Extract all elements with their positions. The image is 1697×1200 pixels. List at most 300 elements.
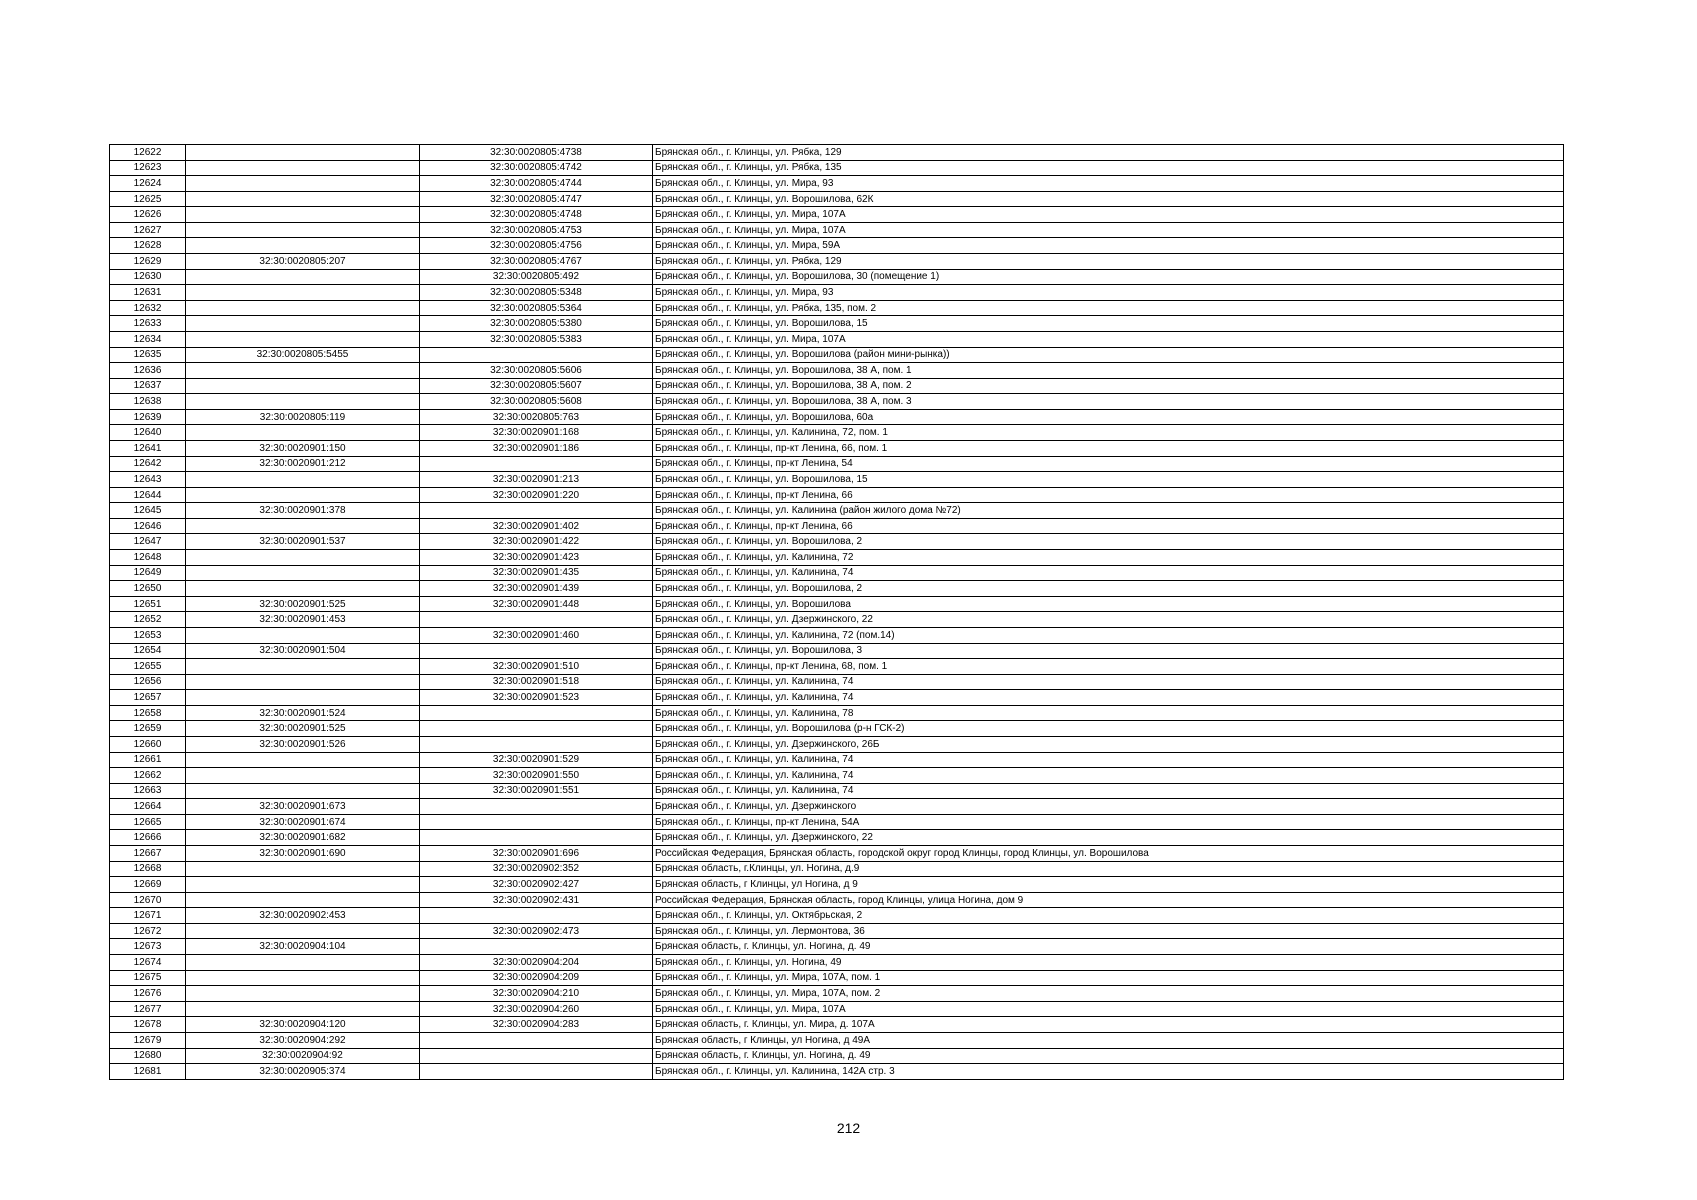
table-row xyxy=(110,690,1564,706)
row-number-cell: 12640 xyxy=(110,425,186,441)
object-number-cell: 32:30:0020901:213 xyxy=(420,472,653,488)
parcel-number-cell xyxy=(186,160,420,176)
registry-table-body xyxy=(110,145,1564,1080)
address-cell: Брянская обл., г. Клинцы, пр-кт Ленина, 68, пом. 1 xyxy=(653,659,1564,675)
object-number-cell: 32:30:0020805:763 xyxy=(420,409,653,425)
object-number-cell: 32:30:0020805:4756 xyxy=(420,238,653,254)
row-number-cell: 12646 xyxy=(110,518,186,534)
address-cell: Брянская обл., г. Клинцы, пр-кт Ленина, 54 xyxy=(653,456,1564,472)
row-number-cell: 12649 xyxy=(110,565,186,581)
address-cell: Брянская обл., г. Клинцы, ул. Калинина, 74 xyxy=(653,690,1564,706)
table-row xyxy=(110,892,1564,908)
row-number-cell: 12657 xyxy=(110,690,186,706)
object-number-cell xyxy=(420,814,653,830)
parcel-number-cell xyxy=(186,487,420,503)
table-row xyxy=(110,627,1564,643)
row-number-cell: 12647 xyxy=(110,534,186,550)
table-row xyxy=(110,736,1564,752)
table-row xyxy=(110,363,1564,379)
object-number-cell: 32:30:0020901:510 xyxy=(420,659,653,675)
parcel-number-cell: 32:30:0020904:292 xyxy=(186,1032,420,1048)
table-row xyxy=(110,503,1564,519)
address-cell: Брянская область, г. Клинцы, ул. Ногина, д. 49 xyxy=(653,939,1564,955)
row-number-cell: 12673 xyxy=(110,939,186,955)
parcel-number-cell xyxy=(186,285,420,301)
parcel-number-cell xyxy=(186,955,420,971)
parcel-number-cell xyxy=(186,238,420,254)
table-row xyxy=(110,939,1564,955)
table-row xyxy=(110,534,1564,550)
table-row xyxy=(110,643,1564,659)
object-number-cell: 32:30:0020901:402 xyxy=(420,518,653,534)
parcel-number-cell xyxy=(186,207,420,223)
parcel-number-cell: 32:30:0020901:212 xyxy=(186,456,420,472)
address-cell: Брянская обл., г. Клинцы, ул. Ворошилова, 2 xyxy=(653,534,1564,550)
object-number-cell: 32:30:0020805:5608 xyxy=(420,394,653,410)
address-cell: Брянская обл., г. Клинцы, ул. Рябка, 129 xyxy=(653,145,1564,161)
row-number-cell: 12674 xyxy=(110,955,186,971)
table-row xyxy=(110,487,1564,503)
address-cell: Брянская обл., г. Клинцы, ул. Ворошилова, 2 xyxy=(653,581,1564,597)
parcel-number-cell xyxy=(186,877,420,893)
object-number-cell: 32:30:0020805:5364 xyxy=(420,300,653,316)
address-cell: Брянская область, г Клинцы, ул Ногина, д 9 xyxy=(653,877,1564,893)
address-cell: Брянская обл., г. Клинцы, ул. Дзержинского, 26Б xyxy=(653,736,1564,752)
parcel-number-cell: 32:30:0020805:5455 xyxy=(186,347,420,363)
object-number-cell: 32:30:0020901:422 xyxy=(420,534,653,550)
table-row xyxy=(110,970,1564,986)
row-number-cell: 12632 xyxy=(110,300,186,316)
table-row xyxy=(110,861,1564,877)
row-number-cell: 12656 xyxy=(110,674,186,690)
row-number-cell: 12644 xyxy=(110,487,186,503)
table-row xyxy=(110,1032,1564,1048)
row-number-cell: 12625 xyxy=(110,191,186,207)
address-cell: Брянская область, г. Клинцы, ул. Мира, д. 107А xyxy=(653,1017,1564,1033)
parcel-number-cell: 32:30:0020901:537 xyxy=(186,534,420,550)
address-cell: Брянская обл., г. Клинцы, ул. Калинина, 74 xyxy=(653,768,1564,784)
table-row xyxy=(110,846,1564,862)
address-cell: Брянская обл., г. Клинцы, ул. Калинина, 78 xyxy=(653,705,1564,721)
table-row xyxy=(110,783,1564,799)
object-number-cell: 32:30:0020901:518 xyxy=(420,674,653,690)
row-number-cell: 12677 xyxy=(110,1001,186,1017)
object-number-cell: 32:30:0020805:4744 xyxy=(420,176,653,192)
object-number-cell: 32:30:0020805:4738 xyxy=(420,145,653,161)
row-number-cell: 12645 xyxy=(110,503,186,519)
table-row xyxy=(110,659,1564,675)
table-row xyxy=(110,986,1564,1002)
parcel-number-cell: 32:30:0020904:120 xyxy=(186,1017,420,1033)
row-number-cell: 12678 xyxy=(110,1017,186,1033)
table-row xyxy=(110,565,1564,581)
object-number-cell: 32:30:0020805:5348 xyxy=(420,285,653,301)
object-number-cell: 32:30:0020901:168 xyxy=(420,425,653,441)
row-number-cell: 12658 xyxy=(110,705,186,721)
address-cell: Брянская обл., г. Клинцы, ул. Мира, 107А xyxy=(653,222,1564,238)
parcel-number-cell: 32:30:0020901:504 xyxy=(186,643,420,659)
address-cell: Российская Федерация, Брянская область, городской округ город Клинцы, город Клинцы, ул. Ворошилова xyxy=(653,846,1564,862)
parcel-number-cell xyxy=(186,378,420,394)
address-cell: Брянская обл., г. Клинцы, ул. Ворошилова, 15 xyxy=(653,316,1564,332)
parcel-number-cell: 32:30:0020901:690 xyxy=(186,846,420,862)
row-number-cell: 12661 xyxy=(110,752,186,768)
row-number-cell: 12634 xyxy=(110,331,186,347)
row-number-cell: 12654 xyxy=(110,643,186,659)
parcel-number-cell xyxy=(186,970,420,986)
table-row xyxy=(110,518,1564,534)
parcel-number-cell xyxy=(186,986,420,1002)
object-number-cell: 32:30:0020902:473 xyxy=(420,923,653,939)
parcel-number-cell: 32:30:0020901:453 xyxy=(186,612,420,628)
address-cell: Брянская обл., г. Клинцы, ул. Мира, 93 xyxy=(653,285,1564,301)
address-cell: Брянская обл., г. Клинцы, пр-кт Ленина, 54А xyxy=(653,814,1564,830)
address-cell: Брянская обл., г. Клинцы, ул. Мира, 107А xyxy=(653,1001,1564,1017)
object-number-cell xyxy=(420,939,653,955)
row-number-cell: 12676 xyxy=(110,986,186,1002)
object-number-cell: 32:30:0020901:529 xyxy=(420,752,653,768)
parcel-number-cell: 32:30:0020905:374 xyxy=(186,1064,420,1080)
parcel-number-cell xyxy=(186,331,420,347)
table-row xyxy=(110,1064,1564,1080)
table-row xyxy=(110,550,1564,566)
row-number-cell: 12651 xyxy=(110,596,186,612)
address-cell: Брянская обл., г. Клинцы, ул. Мира, 59А xyxy=(653,238,1564,254)
parcel-number-cell: 32:30:0020901:378 xyxy=(186,503,420,519)
row-number-cell: 12629 xyxy=(110,254,186,270)
address-cell: Брянская область, г. Клинцы, ул. Ногина, д. 49 xyxy=(653,1048,1564,1064)
parcel-number-cell: 32:30:0020901:525 xyxy=(186,596,420,612)
row-number-cell: 12666 xyxy=(110,830,186,846)
object-number-cell: 32:30:0020901:523 xyxy=(420,690,653,706)
address-cell: Брянская обл., г. Клинцы, ул. Рябка, 129 xyxy=(653,254,1564,270)
object-number-cell xyxy=(420,643,653,659)
parcel-number-cell: 32:30:0020805:207 xyxy=(186,254,420,270)
parcel-number-cell xyxy=(186,222,420,238)
address-cell: Брянская обл., г. Клинцы, ул. Ворошилова (район мини-рынка)) xyxy=(653,347,1564,363)
table-row xyxy=(110,908,1564,924)
object-number-cell xyxy=(420,612,653,628)
parcel-number-cell: 32:30:0020904:92 xyxy=(186,1048,420,1064)
row-number-cell: 12641 xyxy=(110,440,186,456)
address-cell: Брянская обл., г. Клинцы, ул. Ворошилова xyxy=(653,596,1564,612)
table-row xyxy=(110,191,1564,207)
table-row xyxy=(110,877,1564,893)
parcel-number-cell xyxy=(186,269,420,285)
parcel-number-cell xyxy=(186,752,420,768)
row-number-cell: 12626 xyxy=(110,207,186,223)
object-number-cell: 32:30:0020805:5607 xyxy=(420,378,653,394)
object-number-cell: 32:30:0020805:5606 xyxy=(420,363,653,379)
row-number-cell: 12659 xyxy=(110,721,186,737)
parcel-number-cell xyxy=(186,191,420,207)
address-cell: Брянская обл., г. Клинцы, ул. Калинина, 72 (пом.14) xyxy=(653,627,1564,643)
parcel-number-cell xyxy=(186,363,420,379)
object-number-cell xyxy=(420,347,653,363)
object-number-cell: 32:30:0020901:435 xyxy=(420,565,653,581)
row-number-cell: 12675 xyxy=(110,970,186,986)
address-cell: Брянская обл., г. Клинцы, ул. Мира, 107А, пом. 2 xyxy=(653,986,1564,1002)
parcel-number-cell xyxy=(186,581,420,597)
row-number-cell: 12653 xyxy=(110,627,186,643)
address-cell: Брянская обл., г. Клинцы, ул. Ворошилова, 15 xyxy=(653,472,1564,488)
row-number-cell: 12631 xyxy=(110,285,186,301)
table-row xyxy=(110,674,1564,690)
table-row xyxy=(110,331,1564,347)
row-number-cell: 12680 xyxy=(110,1048,186,1064)
address-cell: Брянская обл., г. Клинцы, ул. Калинина, 74 xyxy=(653,783,1564,799)
address-cell: Брянская обл., г. Клинцы, ул. Дзержинского, 22 xyxy=(653,612,1564,628)
row-number-cell: 12671 xyxy=(110,908,186,924)
table-row xyxy=(110,955,1564,971)
parcel-number-cell xyxy=(186,176,420,192)
object-number-cell xyxy=(420,736,653,752)
parcel-number-cell xyxy=(186,300,420,316)
table-row xyxy=(110,581,1564,597)
parcel-number-cell: 32:30:0020902:453 xyxy=(186,908,420,924)
object-number-cell: 32:30:0020901:696 xyxy=(420,846,653,862)
row-number-cell: 12638 xyxy=(110,394,186,410)
row-number-cell: 12637 xyxy=(110,378,186,394)
address-cell: Брянская область, г Клинцы, ул Ногина, д 49А xyxy=(653,1032,1564,1048)
address-cell: Брянская обл., г. Клинцы, ул. Октябрьская, 2 xyxy=(653,908,1564,924)
object-number-cell: 32:30:0020901:423 xyxy=(420,550,653,566)
row-number-cell: 12664 xyxy=(110,799,186,815)
table-row xyxy=(110,238,1564,254)
object-number-cell xyxy=(420,1048,653,1064)
address-cell: Брянская обл., г. Клинцы, ул. Калинина, 74 xyxy=(653,752,1564,768)
address-cell: Брянская обл., г. Клинцы, ул. Дзержинского, 22 xyxy=(653,830,1564,846)
registry-table xyxy=(109,144,1564,1080)
object-number-cell: 32:30:0020902:431 xyxy=(420,892,653,908)
table-row xyxy=(110,316,1564,332)
table-row xyxy=(110,176,1564,192)
row-number-cell: 12668 xyxy=(110,861,186,877)
object-number-cell: 32:30:0020902:352 xyxy=(420,861,653,877)
row-number-cell: 12630 xyxy=(110,269,186,285)
address-cell: Брянская обл., г. Клинцы, ул. Ворошилова (р-н ГСК-2) xyxy=(653,721,1564,737)
row-number-cell: 12643 xyxy=(110,472,186,488)
parcel-number-cell xyxy=(186,861,420,877)
parcel-number-cell xyxy=(186,565,420,581)
row-number-cell: 12633 xyxy=(110,316,186,332)
parcel-number-cell xyxy=(186,394,420,410)
table-row xyxy=(110,425,1564,441)
address-cell: Брянская обл., г. Клинцы, ул. Калинина, 74 xyxy=(653,674,1564,690)
table-row xyxy=(110,347,1564,363)
address-cell: Брянская обл., г. Клинцы, ул. Ворошилова, 3 xyxy=(653,643,1564,659)
parcel-number-cell: 32:30:0020901:524 xyxy=(186,705,420,721)
object-number-cell: 32:30:0020805:4747 xyxy=(420,191,653,207)
address-cell: Брянская обл., г. Клинцы, ул. Ворошилова, 60а xyxy=(653,409,1564,425)
table-row xyxy=(110,799,1564,815)
object-number-cell xyxy=(420,1032,653,1048)
row-number-cell: 12627 xyxy=(110,222,186,238)
object-number-cell: 32:30:0020805:4748 xyxy=(420,207,653,223)
address-cell: Брянская обл., г. Клинцы, ул. Ворошилова, 38 А, пом. 3 xyxy=(653,394,1564,410)
parcel-number-cell xyxy=(186,472,420,488)
row-number-cell: 12642 xyxy=(110,456,186,472)
table-row xyxy=(110,472,1564,488)
row-number-cell: 12648 xyxy=(110,550,186,566)
address-cell: Брянская обл., г. Клинцы, ул. Рябка, 135 xyxy=(653,160,1564,176)
parcel-number-cell: 32:30:0020901:526 xyxy=(186,736,420,752)
address-cell: Брянская область, г.Клинцы, ул. Ногина, д.9 xyxy=(653,861,1564,877)
row-number-cell: 12672 xyxy=(110,923,186,939)
row-number-cell: 12665 xyxy=(110,814,186,830)
address-cell: Брянская обл., г. Клинцы, ул. Мира, 93 xyxy=(653,176,1564,192)
object-number-cell xyxy=(420,799,653,815)
address-cell: Брянская обл., г. Клинцы, ул. Мира, 107А xyxy=(653,207,1564,223)
parcel-number-cell: 32:30:0020901:150 xyxy=(186,440,420,456)
object-number-cell: 32:30:0020805:4767 xyxy=(420,254,653,270)
page-number: 212 xyxy=(836,1120,861,1136)
parcel-number-cell xyxy=(186,550,420,566)
parcel-number-cell: 32:30:0020805:119 xyxy=(186,409,420,425)
table-row xyxy=(110,300,1564,316)
parcel-number-cell: 32:30:0020904:104 xyxy=(186,939,420,955)
table-row xyxy=(110,721,1564,737)
row-number-cell: 12624 xyxy=(110,176,186,192)
table-row xyxy=(110,456,1564,472)
parcel-number-cell xyxy=(186,923,420,939)
parcel-number-cell: 32:30:0020901:682 xyxy=(186,830,420,846)
object-number-cell xyxy=(420,1064,653,1080)
parcel-number-cell xyxy=(186,690,420,706)
object-number-cell: 32:30:0020901:448 xyxy=(420,596,653,612)
object-number-cell xyxy=(420,456,653,472)
address-cell: Брянская обл., г. Клинцы, ул. Мира, 107А, пом. 1 xyxy=(653,970,1564,986)
parcel-number-cell xyxy=(186,145,420,161)
table-row xyxy=(110,830,1564,846)
table-row xyxy=(110,440,1564,456)
parcel-number-cell xyxy=(186,659,420,675)
address-cell: Брянская обл., г. Клинцы, ул. Калинина, 74 xyxy=(653,565,1564,581)
address-cell: Брянская обл., г. Клинцы, пр-кт Ленина, 66, пом. 1 xyxy=(653,440,1564,456)
table-row xyxy=(110,923,1564,939)
object-number-cell: 32:30:0020904:209 xyxy=(420,970,653,986)
row-number-cell: 12667 xyxy=(110,846,186,862)
table-row xyxy=(110,1017,1564,1033)
parcel-number-cell xyxy=(186,316,420,332)
row-number-cell: 12636 xyxy=(110,363,186,379)
table-row xyxy=(110,814,1564,830)
parcel-number-cell: 32:30:0020901:525 xyxy=(186,721,420,737)
address-cell: Брянская обл., г. Клинцы, ул. Ворошилова, 62К xyxy=(653,191,1564,207)
parcel-number-cell xyxy=(186,768,420,784)
address-cell: Брянская обл., г. Клинцы, пр-кт Ленина, 66 xyxy=(653,487,1564,503)
row-number-cell: 12681 xyxy=(110,1064,186,1080)
table-row xyxy=(110,1048,1564,1064)
object-number-cell: 32:30:0020901:550 xyxy=(420,768,653,784)
object-number-cell: 32:30:0020901:551 xyxy=(420,783,653,799)
table-row xyxy=(110,1001,1564,1017)
row-number-cell: 12639 xyxy=(110,409,186,425)
table-row xyxy=(110,768,1564,784)
table-row xyxy=(110,254,1564,270)
row-number-cell: 12663 xyxy=(110,783,186,799)
table-row xyxy=(110,269,1564,285)
object-number-cell xyxy=(420,503,653,519)
row-number-cell: 12650 xyxy=(110,581,186,597)
object-number-cell: 32:30:0020902:427 xyxy=(420,877,653,893)
row-number-cell: 12669 xyxy=(110,877,186,893)
object-number-cell: 32:30:0020904:204 xyxy=(420,955,653,971)
table-row xyxy=(110,705,1564,721)
address-cell: Брянская обл., г. Клинцы, ул. Калинина, 142А стр. 3 xyxy=(653,1064,1564,1080)
address-cell: Брянская обл., г. Клинцы, ул. Ворошилова, 38 А, пом. 2 xyxy=(653,378,1564,394)
address-cell: Брянская обл., г. Клинцы, ул. Ворошилова, 38 А, пом. 1 xyxy=(653,363,1564,379)
table-row xyxy=(110,207,1564,223)
address-cell: Брянская обл., г. Клинцы, ул. Ворошилова, 30 (помещение 1) xyxy=(653,269,1564,285)
table-row xyxy=(110,612,1564,628)
parcel-number-cell xyxy=(186,518,420,534)
table-row xyxy=(110,160,1564,176)
address-cell: Брянская обл., г. Клинцы, ул. Калинина, 72, пом. 1 xyxy=(653,425,1564,441)
parcel-number-cell: 32:30:0020901:674 xyxy=(186,814,420,830)
table-row xyxy=(110,222,1564,238)
row-number-cell: 12670 xyxy=(110,892,186,908)
table-row xyxy=(110,378,1564,394)
parcel-number-cell xyxy=(186,674,420,690)
object-number-cell: 32:30:0020904:210 xyxy=(420,986,653,1002)
parcel-number-cell xyxy=(186,627,420,643)
address-cell: Брянская обл., г. Клинцы, ул. Калинина, 72 xyxy=(653,550,1564,566)
table-row xyxy=(110,145,1564,161)
object-number-cell: 32:30:0020805:5383 xyxy=(420,331,653,347)
object-number-cell xyxy=(420,908,653,924)
object-number-cell: 32:30:0020901:460 xyxy=(420,627,653,643)
parcel-number-cell xyxy=(186,1001,420,1017)
parcel-number-cell xyxy=(186,783,420,799)
object-number-cell xyxy=(420,721,653,737)
row-number-cell: 12628 xyxy=(110,238,186,254)
row-number-cell: 12622 xyxy=(110,145,186,161)
table-row xyxy=(110,409,1564,425)
table-row xyxy=(110,394,1564,410)
row-number-cell: 12652 xyxy=(110,612,186,628)
address-cell: Брянская обл., г. Клинцы, ул. Рябка, 135, пом. 2 xyxy=(653,300,1564,316)
parcel-number-cell: 32:30:0020901:673 xyxy=(186,799,420,815)
row-number-cell: 12662 xyxy=(110,768,186,784)
address-cell: Брянская обл., г. Клинцы, ул. Лермонтова, 36 xyxy=(653,923,1564,939)
table-row xyxy=(110,596,1564,612)
parcel-number-cell xyxy=(186,425,420,441)
object-number-cell: 32:30:0020901:186 xyxy=(420,440,653,456)
row-number-cell: 12635 xyxy=(110,347,186,363)
address-cell: Брянская обл., г. Клинцы, пр-кт Ленина, 66 xyxy=(653,518,1564,534)
object-number-cell xyxy=(420,830,653,846)
address-cell: Российская Федерация, Брянская область, город Клинцы, улица Ногина, дом 9 xyxy=(653,892,1564,908)
row-number-cell: 12679 xyxy=(110,1032,186,1048)
address-cell: Брянская обл., г. Клинцы, ул. Дзержинского xyxy=(653,799,1564,815)
object-number-cell: 32:30:0020805:5380 xyxy=(420,316,653,332)
row-number-cell: 12660 xyxy=(110,736,186,752)
object-number-cell: 32:30:0020805:4742 xyxy=(420,160,653,176)
row-number-cell: 12623 xyxy=(110,160,186,176)
address-cell: Брянская обл., г. Клинцы, ул. Мира, 107А xyxy=(653,331,1564,347)
object-number-cell: 32:30:0020805:4753 xyxy=(420,222,653,238)
table-row xyxy=(110,285,1564,301)
parcel-number-cell xyxy=(186,892,420,908)
object-number-cell: 32:30:0020904:260 xyxy=(420,1001,653,1017)
table-row xyxy=(110,752,1564,768)
object-number-cell: 32:30:0020901:439 xyxy=(420,581,653,597)
row-number-cell: 12655 xyxy=(110,659,186,675)
object-number-cell xyxy=(420,705,653,721)
object-number-cell: 32:30:0020904:283 xyxy=(420,1017,653,1033)
address-cell: Брянская обл., г. Клинцы, ул. Калинина (район жилого дома №72) xyxy=(653,503,1564,519)
